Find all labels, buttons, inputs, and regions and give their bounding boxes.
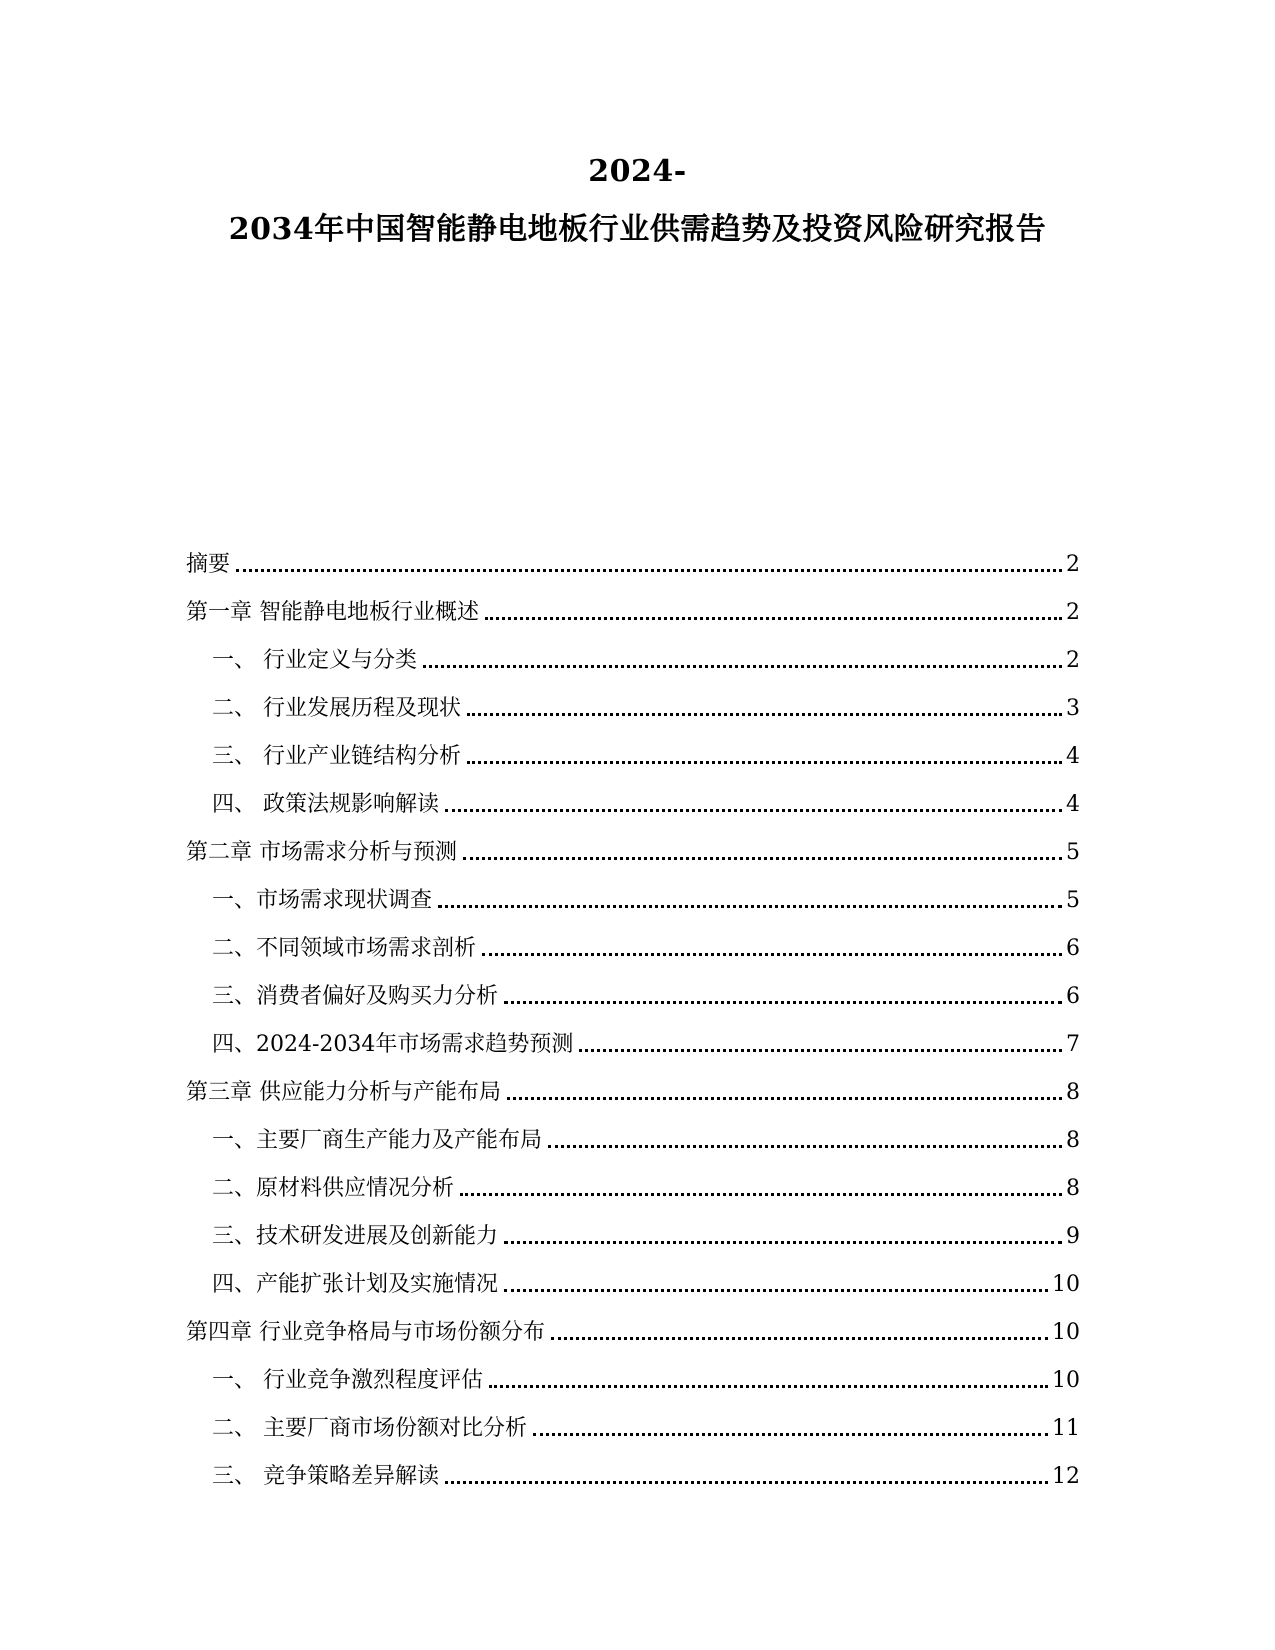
toc-entry-title: 摘要 [186, 552, 231, 577]
toc-page-number: 2 [1066, 552, 1080, 577]
toc-page-number: 2 [1066, 600, 1080, 625]
toc-entry-title: 第一章 智能静电地板行业概述 [186, 600, 479, 625]
toc-page-number: 2 [1066, 648, 1080, 673]
toc-page-number: 6 [1066, 936, 1080, 961]
toc-entry-title: 四、2024-2034年市场需求趋势预测 [212, 1032, 574, 1057]
title-line-2: 2034年中国智能静电地板行业供需趋势及投资风险研究报告 [228, 212, 1047, 247]
toc-entry-title: 一、 行业定义与分类 [212, 648, 417, 673]
toc-entry[interactable] [186, 1154, 1080, 1202]
toc-entry-title: 二、原材料供应情况分析 [212, 1176, 455, 1201]
toc-dot-leader [438, 905, 1062, 908]
toc-page-number: 10 [1052, 1368, 1080, 1393]
toc-entry[interactable] [186, 818, 1080, 866]
toc-entry-title: 一、市场需求现状调查 [212, 888, 433, 913]
toc-entry-title: 二、 主要厂商市场份额对比分析 [212, 1416, 527, 1441]
toc-page-number: 5 [1066, 840, 1080, 865]
toc-entry[interactable] [186, 530, 1080, 578]
toc-entry-title: 二、不同领域市场需求剖析 [212, 936, 477, 961]
toc-entry[interactable] [186, 1106, 1080, 1154]
toc-page-number: 5 [1066, 888, 1080, 913]
toc-entry[interactable] [186, 674, 1080, 722]
toc-entry[interactable] [186, 914, 1080, 962]
toc-page-number: 8 [1066, 1128, 1080, 1153]
toc-dot-leader [504, 1241, 1062, 1244]
table-of-contents [186, 530, 1080, 1490]
toc-dot-leader [485, 617, 1062, 620]
toc-dot-leader [460, 1193, 1062, 1196]
toc-dot-leader [423, 665, 1062, 668]
toc-dot-leader [504, 1001, 1062, 1004]
title-line-1: 2024- [588, 154, 687, 189]
toc-entry-title: 三、技术研发进展及创新能力 [212, 1224, 499, 1249]
toc-entry[interactable] [186, 1298, 1080, 1346]
toc-page-number: 10 [1052, 1320, 1080, 1345]
toc-entry-title: 一、主要厂商生产能力及产能布局 [212, 1128, 543, 1153]
toc-page-number: 7 [1066, 1032, 1080, 1057]
toc-entry-title: 四、 政策法规影响解读 [212, 792, 439, 817]
toc-entry-title: 第四章 行业竞争格局与市场份额分布 [186, 1320, 545, 1345]
toc-dot-leader [467, 761, 1062, 764]
toc-dot-leader [445, 1481, 1048, 1484]
toc-dot-leader [579, 1049, 1062, 1052]
toc-entry[interactable] [186, 578, 1080, 626]
toc-dot-leader [504, 1289, 1048, 1292]
toc-dot-leader [236, 569, 1062, 572]
toc-entry[interactable] [186, 866, 1080, 914]
toc-entry[interactable] [186, 962, 1080, 1010]
toc-entry-title: 三、 竞争策略差异解读 [212, 1464, 439, 1489]
toc-entry-title: 三、 行业产业链结构分析 [212, 744, 461, 769]
toc-page-number: 8 [1066, 1176, 1080, 1201]
toc-entry[interactable] [186, 1058, 1080, 1106]
toc-entry[interactable] [186, 722, 1080, 770]
toc-entry[interactable] [186, 1010, 1080, 1058]
toc-dot-leader [533, 1433, 1048, 1436]
toc-entry-title: 二、 行业发展历程及现状 [212, 696, 461, 721]
toc-page-number: 6 [1066, 984, 1080, 1009]
toc-entry-title: 一、 行业竞争激烈程度评估 [212, 1368, 483, 1393]
toc-entry[interactable] [186, 1250, 1080, 1298]
toc-entry-title: 三、消费者偏好及购买力分析 [212, 984, 499, 1009]
toc-dot-leader [445, 809, 1062, 812]
toc-page-number: 4 [1066, 792, 1080, 817]
toc-page-number: 4 [1066, 744, 1080, 769]
document-title [0, 143, 1275, 259]
toc-entry[interactable] [186, 1202, 1080, 1250]
toc-page-number: 9 [1066, 1224, 1080, 1249]
toc-entry[interactable] [186, 626, 1080, 674]
toc-page-number: 3 [1066, 696, 1080, 721]
toc-entry[interactable] [186, 1346, 1080, 1394]
toc-page-number: 12 [1052, 1464, 1080, 1489]
toc-entry[interactable] [186, 1442, 1080, 1490]
toc-entry-title: 第三章 供应能力分析与产能布局 [186, 1080, 501, 1105]
toc-dot-leader [467, 713, 1062, 716]
toc-dot-leader [507, 1097, 1062, 1100]
toc-dot-leader [463, 857, 1062, 860]
toc-entry-title: 第二章 市场需求分析与预测 [186, 840, 457, 865]
toc-entry-title: 四、产能扩张计划及实施情况 [212, 1272, 499, 1297]
toc-dot-leader [489, 1385, 1048, 1388]
toc-page-number: 8 [1066, 1080, 1080, 1105]
toc-page-number: 10 [1052, 1272, 1080, 1297]
toc-entry[interactable] [186, 1394, 1080, 1442]
toc-entry[interactable] [186, 770, 1080, 818]
toc-dot-leader [482, 953, 1062, 956]
toc-page-number: 11 [1052, 1416, 1080, 1441]
toc-dot-leader [548, 1145, 1062, 1148]
toc-dot-leader [551, 1337, 1048, 1340]
